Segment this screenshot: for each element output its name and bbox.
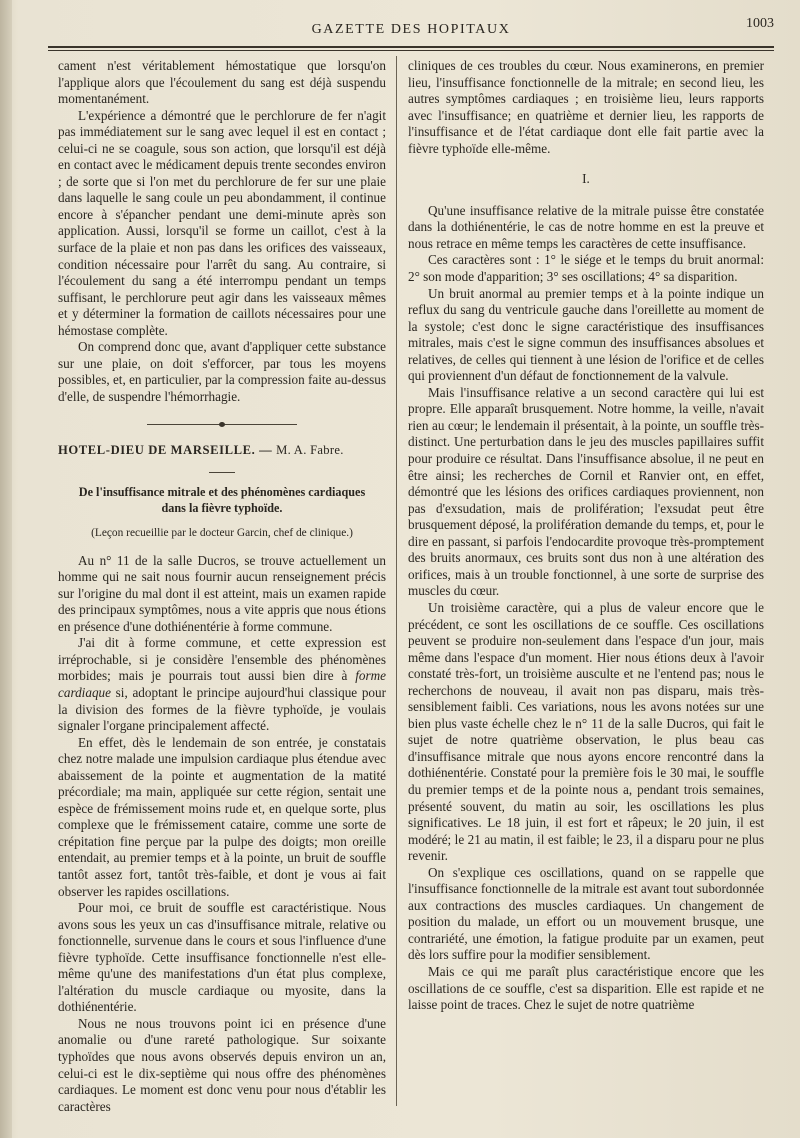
- paragraph: Un troisième caractère, qui a plus de valeur encore que le précédent, ce sont les oscillations de ce souffle. Ces oscillations peuvent se produire non-seulement dans l'espace d'un jour, mais même dans l'espace d'un moment. Hier nous étions deux à l'avoir constaté très-fort, un troisième ausculte et ne l'entend pas; nous le recherchons de nouveau, il avait non pas disparu, mais très-sensiblement faibli. Ces variations, nous les avons notées sur une bien plus vaste échelle chez le n° 11 de la salle Ducros, qui fait le sujet de notre quatrième observation, le plus beau cas d'insuffisance mitrale que nous ayons encore rencontré dans la dothiénentérie. Constaté pour la première fois le 30 mai, le souffle du premier temps et de la pointe nous a, pendant trois semaines, présenté souvent, du matin au soir, les oscillations les plus significatives. Le 18 juin, il est fort et râpeux; le 20 juin, il est modéré; le 21 au matin, il est faible; le 23, il a disparu pour ne plus revenir.: [408, 599, 764, 864]
- paragraph-text: si, adoptant le principe aujourd'hui classique pour la division des formes de la fièvre typhoïde, je voulais signaler l'organe principalement affecté.: [58, 684, 386, 734]
- right-column: [408, 58, 764, 1108]
- section-number: I.: [582, 171, 590, 187]
- paragraph: En effet, dès le lendemain de son entrée, je constatais chez notre malade une impulsion cardiaque plus étendue avec abaissement de la pointe et augmentation de la matité précordiale; ma main, appliquée sur cette région, sentait une espèce de frémissement moins rude et, en quelque sorte, plus complexe que le frémissement cataire, comme une sorte de crépitation fine perçue par la pulpe des doigts; mon oreille entendait, au premier temps et à la pointe, un bruit de souffle tantôt assez fort, tantôt très-faible, et dont je vous ai fait observer les rapides oscillations.: [58, 734, 386, 899]
- article-subtitle: (Leçon recueillie par le docteur Garcin, chef de clinique.): [91, 527, 353, 540]
- emphasis-text: forme cardiaque: [58, 668, 386, 700]
- page-number: 1003: [746, 16, 774, 31]
- paragraph: Mais ce qui me paraît plus caractéristique encore que les oscillations de ce souffle, c'est sa disparition. Elle est rapide et ne laisse point de traces. Chez le sujet de notre quatrième: [408, 963, 764, 1013]
- paragraph: Mais l'insuffisance relative a un second caractère qui lui est propre. Elle apparaît brusquement. Notre homme, la veille, n'avait rien au cœur; le lendemain il présentait, à la pointe, un souffle très-distinct. Une perturbation dans le jeu des muscles papillaires suffit pour produire ce résultat. Dans l'insuffisance absolue, il ne peut en être ainsi; les recherches de Cornil et Ranvier ont, en effet, démontré que les lésions des orifices cardiaques proviennent, non pas d'exsudation, mais de prolifération; l'exsudat peut être brusquement déposé, la prolifération demande du temps, et, pour le dire en passant, si parfois l'endocardite provoque très-promptement des bruits anormaux, ces bruits sont dus non à une altération des orifices, mais à un trouble fonctionnel, à une sorte de surprise des muscles du cœur.: [408, 384, 764, 599]
- section-separator: [147, 424, 297, 425]
- paragraph: [58, 635, 386, 734]
- left-column: [58, 58, 386, 1114]
- column-divider: [396, 56, 397, 1106]
- paragraph: cament n'est véritablement hémostatique que lorsqu'on l'applique alors que l'écoulement du sang est déjà suspendu momentanément.: [58, 58, 386, 107]
- journal-title: GAZETTE DES HOPITAUX: [311, 22, 511, 37]
- hospital-heading: [58, 442, 386, 459]
- paragraph: L'expérience a démontré que le perchlorure de fer n'agit pas immédiatement sur le sang avec lequel il est en contact ; celui-ci ne se coagule, sous son action, que lorsqu'il est déjà en contact avec le médicament depuis trente secondes environ ; de sorte que si l'on met du perchlorure de fer sur une plaie dans laquelle le sang coule un peu abondamment, il continue encore à s'épancher pendant une demi-minute après son application. Aussi, lorsqu'il se forme un caillot, c'est à la surface de la plaie et non pas dans les orifices des vaisseaux, condition nécessaire pour l'arrêt du sang. Au contraire, si l'écoulement du sang a été interrompu pendant un temps suffisant, le perchlorure peut agir dans les vaisseaux mêmes et y déterminer la formation de caillots nécessaires pour une hémostase complète.: [58, 107, 386, 338]
- paragraph-text: J'ai dit à forme commune, et cette expression est irréprochable, si je considère l'ensemble des phénomènes morbides; mais je pourrais tout aussi bien dire à: [58, 635, 386, 684]
- paragraph: Un bruit anormal au premier temps et à la pointe indique un reflux du sang du ventricule gauche dans l'oreillette au moment de la systole; c'est donc le signe caractéristique des insuffisances mitrales, mais c'est le signe commun des insuffisances absolues et relatives, de celles qui tiennent à une lésion de l'orifice et de celles qui proviennent d'un défaut de fonctionnement de la valvule.: [408, 285, 764, 384]
- paragraph: On comprend donc que, avant d'appliquer cette substance sur une plaie, on doit s'efforcer, par tous les moyens possibles, et, en particulier, par la compression faite au-dessus d'elle, de suspendre l'hémorrhagie.: [58, 339, 386, 404]
- header-double-rule: [48, 46, 774, 51]
- paragraph: On s'explique ces oscillations, quand on se rappelle que l'insuffisance fonctionnelle de la mitrale est avant tout subordonnée aux contractions des muscles cardiaques. Un changement de position du malade, un effort ou un mouvement brusque, une contrariété, une émotion, la fatigue produite par un examen, peut dès lors suffire pour la modifier sensiblement.: [408, 864, 764, 963]
- hospital-name: HOTEL-DIEU DE MARSEILLE. —: [58, 443, 273, 458]
- paragraph: Ces caractères sont : 1° le siége et le temps du bruit anormal: 2° son mode d'apparition; 3° ses oscillations; 4° sa disparition.: [408, 252, 764, 285]
- page-binding-edge: [0, 0, 12, 1138]
- page-header: [48, 14, 774, 44]
- lecture-author: M. A. Fabre.: [276, 443, 344, 458]
- article-title: De l'insuffisance mitrale et des phénomènes cardiaques dans la fièvre typhoïde.: [78, 485, 366, 516]
- paragraph: Nous ne nous trouvons point ici en présence d'une anomalie ou d'une rareté pathologique. Sur soixante typhoïdes que nous avons observés depuis environ un an, celui-ci est le dix-septième qui nous offre des phénomènes cardiaques. Le moment est donc venu pour nous d'établir les caractères: [58, 1015, 386, 1114]
- paragraph: Pour moi, ce bruit de souffle est caractéristique. Nous avons sous les yeux un cas d'insuffisance mitrale, relative ou fonctionnelle, survenue dans le cours et sous l'influence d'une fièvre typhoïde. Cette insuffisance fonctionnelle n'est elle-même qu'une des manifestations d'un état plus complexe, l'altération du muscle cardiaque ou myosite, dans la dothiénentérie.: [58, 900, 386, 1015]
- paragraph: cliniques de ces troubles du cœur. Nous examinerons, en premier lieu, l'insuffisance fonctionnelle de la mitrale; en second lieu, les autres symptômes cardiaques ; en troisième lieu, leurs rapports avec l'insuffisance; en quatrième et dernier lieu, les rapports de l'insuffisance et de l'état cardiaque dont elle fait partie avec la fièvre typhoïde elle-même.: [408, 58, 764, 156]
- paragraph: Au n° 11 de la salle Ducros, se trouve actuellement un homme qui ne sait nous fournir aucun renseignement précis sur l'origine du mal dont il est atteint, mais un examen rapide des principaux symptômes, nous a vite appris que nous étions en présence d'une dothiénentérie à forme commune.: [58, 552, 386, 634]
- short-rule: [209, 472, 235, 473]
- paragraph: Qu'une insuffisance relative de la mitrale puisse être constatée dans la dothiénentérie, le cas de notre homme en est la preuve et nous retrace en même temps les caractères de cette insuffisance.: [408, 202, 764, 251]
